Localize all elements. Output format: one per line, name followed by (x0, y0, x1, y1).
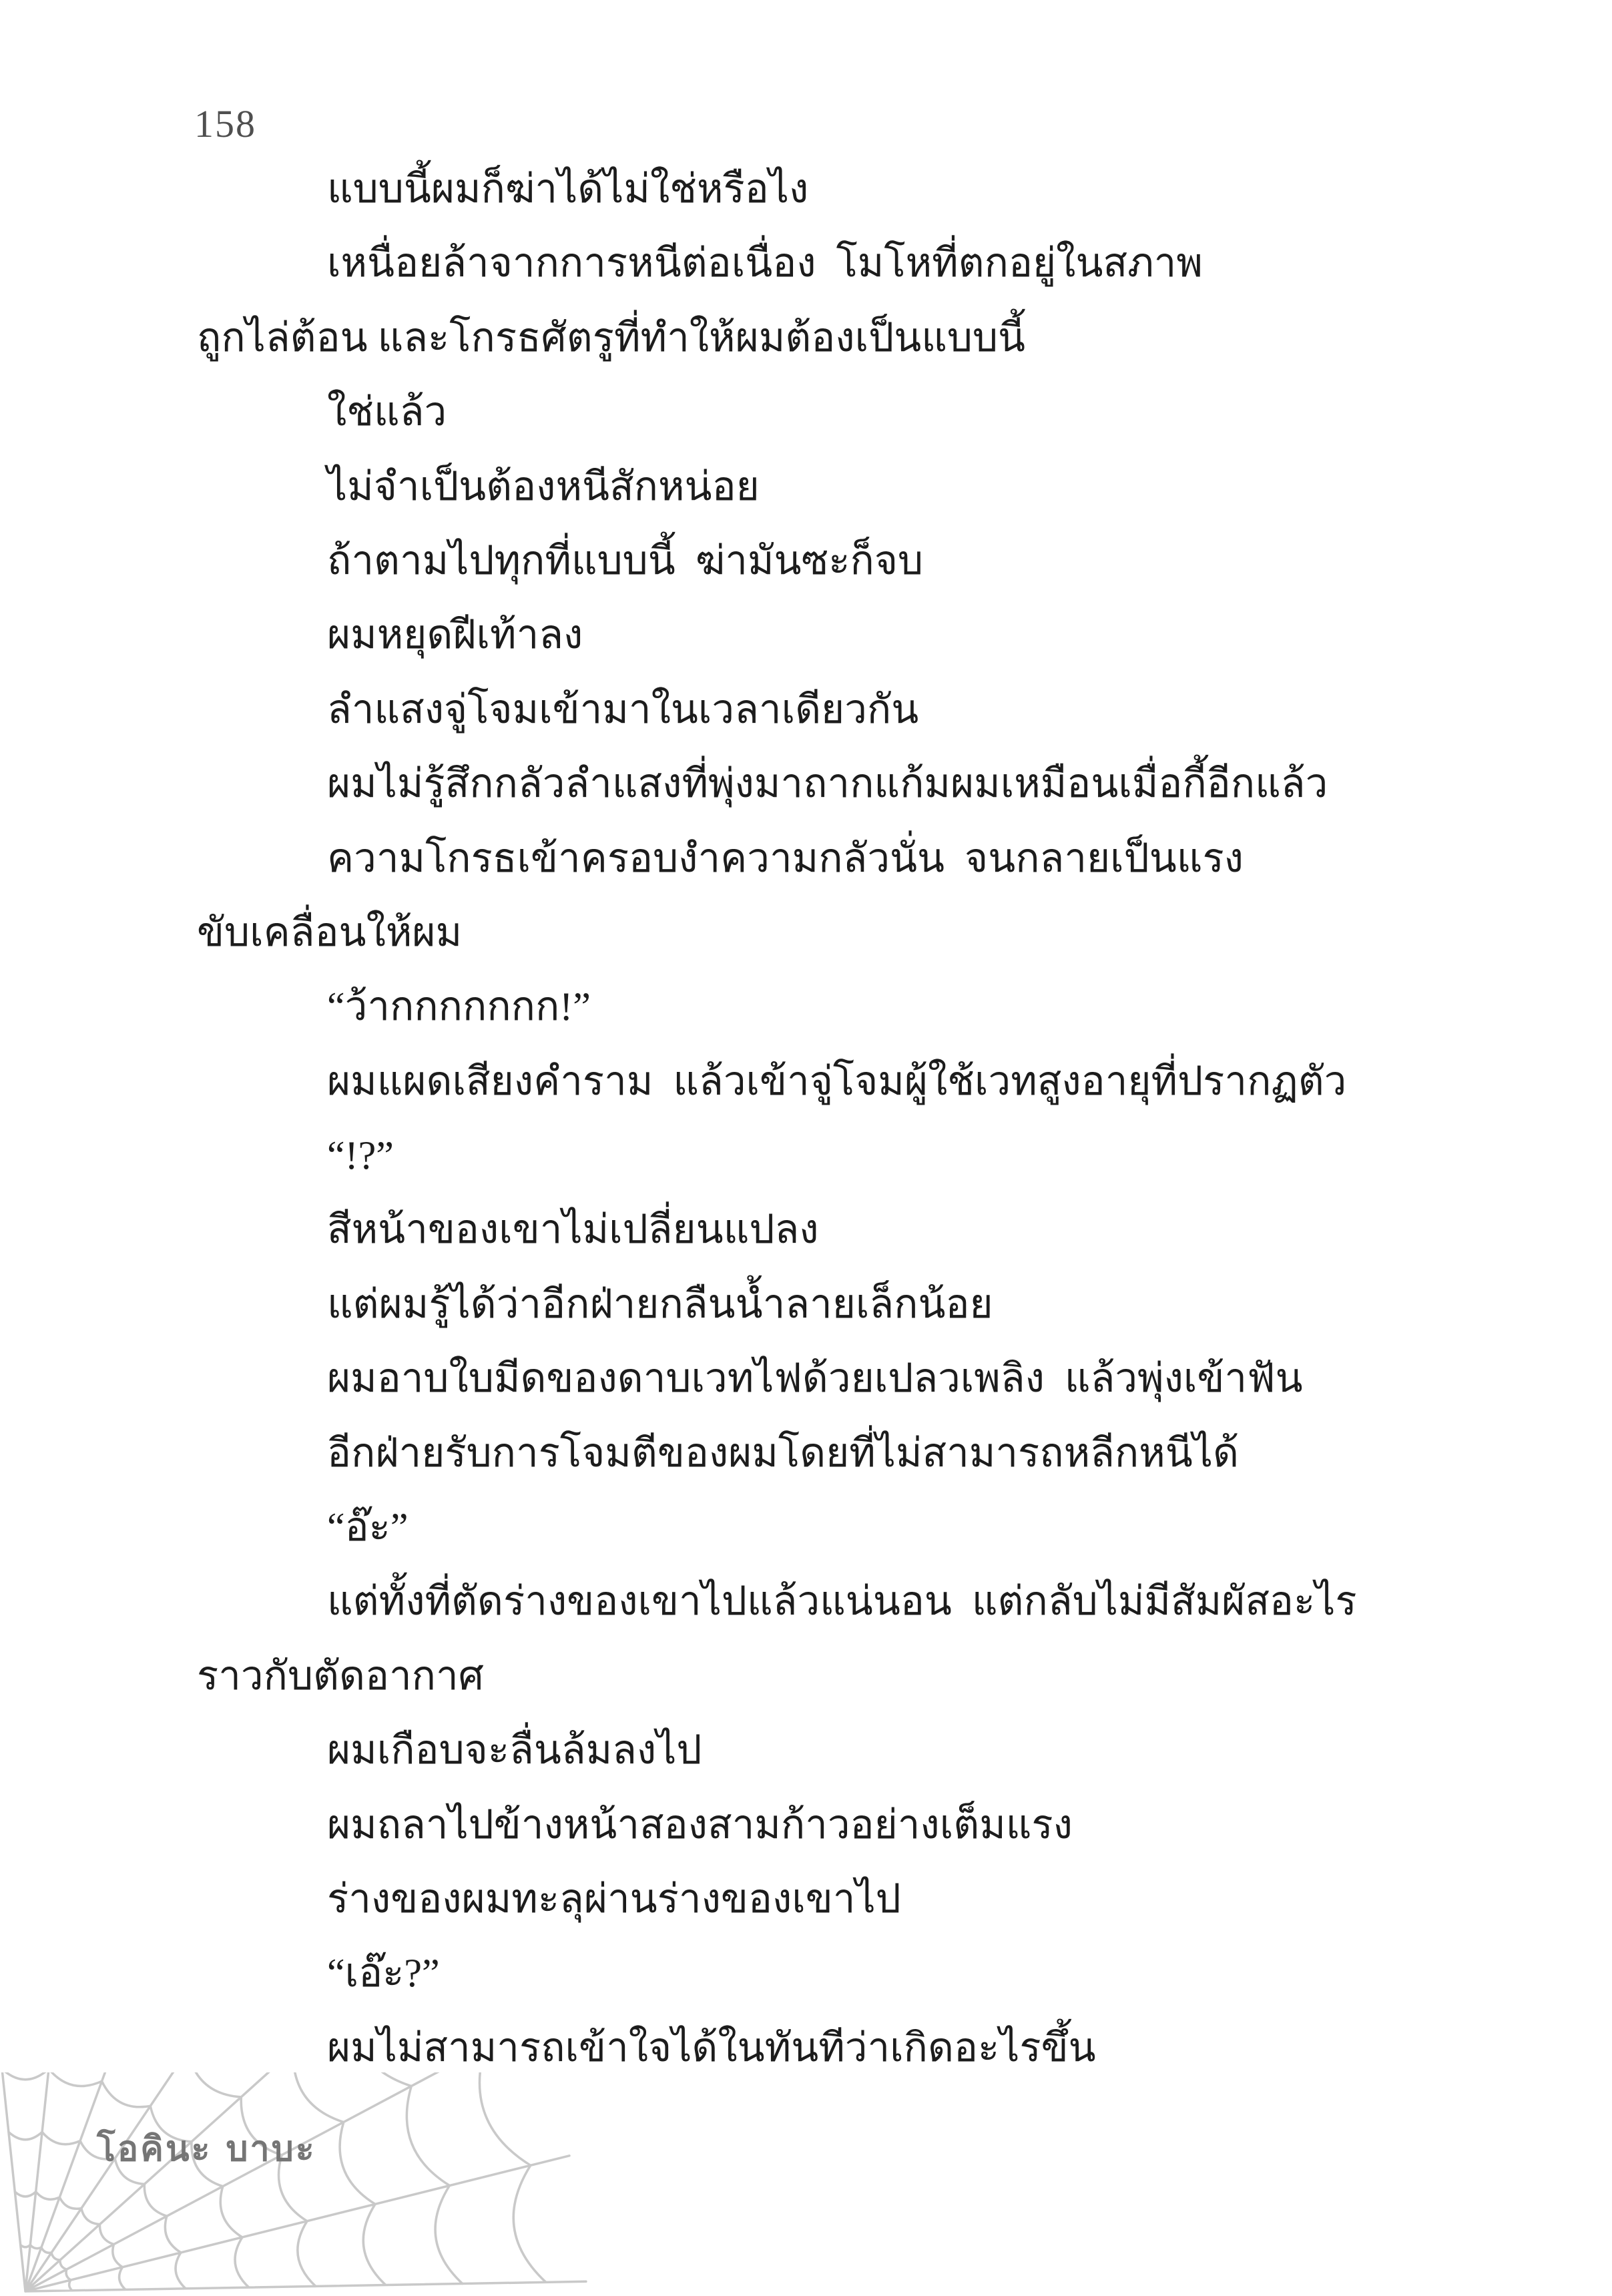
text-line: ร่างของผมทะลุผ่านร่างของเขาไป (327, 1876, 901, 1921)
text-line: “ว้ากกกกกกก!” (327, 984, 591, 1029)
text-line: ลำแสงจู่โจมเข้ามาในเวลาเดียวกัน (327, 687, 919, 732)
page-footer (0, 2072, 587, 2296)
text-line: ผมไม่สามารถเข้าใจได้ในทันทีว่าเกิดอะไรขึ้น (327, 2025, 1096, 2070)
text-line: แบบนี้ผมก็ฆ่าได้ไม่ใช่หรือไง (327, 167, 809, 211)
text-line: อีกฝ่ายรับการโจมตีของผมโดยที่ไม่สามารถหลีกหนีได้ (327, 1430, 1239, 1475)
text-line: แต่ผมรู้ได้ว่าอีกฝ่ายกลืนน้ำลายเล็กน้อย (327, 1281, 993, 1326)
text-line: แต่ทั้งที่ตัดร่างของเขาไปแล้วแน่นอน แต่กลับไม่มีสัมผัสอะไร (327, 1579, 1357, 1624)
text-line: เหนื่อยล้าจากการหนีต่อเนื่อง โมโหที่ตกอยู่ในสภาพ (327, 241, 1203, 286)
text-line: ใช่แล้ว (327, 390, 447, 435)
text-line: “อ๊ะ” (327, 1505, 409, 1550)
text-line: ผมหยุดฝีเท้าลง (327, 613, 583, 657)
text-line: ผมอาบใบมีดของดาบเวทไฟด้วยเปลวเพลิง แล้วพุ่งเข้าฟัน (327, 1356, 1303, 1401)
text-line: ผมถลาไปข้างหน้าสองสามก้าวอย่างเต็มแรง (327, 1802, 1073, 1847)
text-line: “!?” (327, 1133, 394, 1178)
text-line: ราวกับตัดอากาศ (197, 1653, 484, 1698)
text-line: ขับเคลื่อนให้ผม (197, 910, 463, 954)
page-number: 158 (194, 102, 256, 146)
text-line: สีหน้าของเขาไม่เปลี่ยนแปลง (327, 1207, 819, 1252)
text-line: “เอ๊ะ?” (327, 1951, 440, 1996)
text-line: ผมไม่รู้สึกกลัวลำแสงที่พุ่งมาถากแก้มผมเหมือนเมื่อกี้อีกแล้ว (327, 762, 1328, 806)
text-line: ผมเกือบจะลื่นล้มลงไป (327, 1728, 702, 1773)
footer-author-name: โอคินะ บาบะ (97, 2129, 316, 2169)
text-line: ถูกไล่ต้อน และโกรธศัตรูที่ทำให้ผมต้องเป็นแบบนี้ (197, 315, 1026, 360)
text-line: ไม่จำเป็นต้องหนีสักหน่อย (327, 464, 760, 509)
page-body-text (197, 152, 1418, 2085)
text-line: ถ้าตามไปทุกที่แบบนี้ ฆ่ามันซะก็จบ (327, 538, 924, 583)
text-line: ความโกรธเข้าครอบงำความกลัวนั่น จนกลายเป็นแรง (327, 836, 1244, 880)
text-line: ผมแผดเสียงคำราม แล้วเข้าจู่โจมผู้ใช้เวทสูงอายุที่ปรากฏตัว (327, 1059, 1347, 1103)
